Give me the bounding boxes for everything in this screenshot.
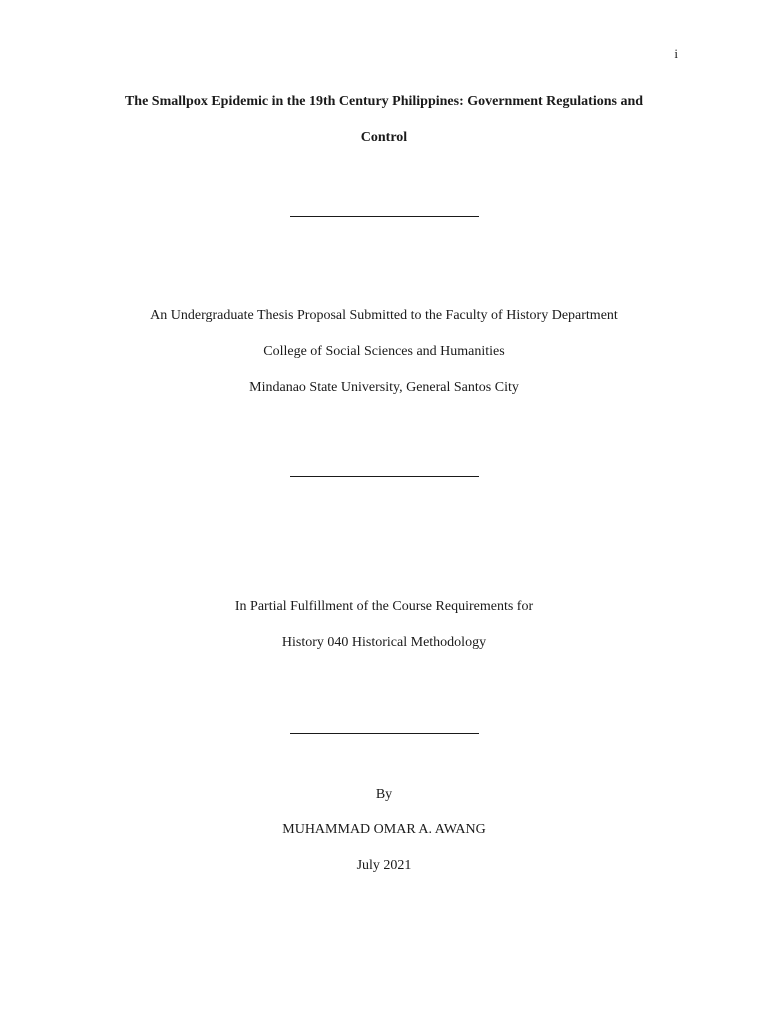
- submission-statement: An Undergraduate Thesis Proposal Submitted to the Faculty of History Department: [150, 308, 618, 323]
- thesis-title-line-2: Control: [360, 130, 408, 145]
- college-name: College of Social Sciences and Humanities: [263, 344, 505, 359]
- submission-date: July 2021: [356, 858, 412, 873]
- fulfillment-statement: In Partial Fulfillment of the Course Requirements for: [234, 599, 534, 614]
- university-name: Mindanao State University, General Santos City: [249, 380, 519, 395]
- divider-line: [290, 733, 479, 734]
- thesis-title-line-1: The Smallpox Epidemic in the 19th Century Philippines: Government Regulations and: [124, 94, 644, 109]
- author-name: MUHAMMAD OMAR A. AWANG: [282, 822, 486, 837]
- divider-line: [290, 476, 479, 477]
- by-label: By: [375, 787, 393, 802]
- course-name: History 040 Historical Methodology: [281, 635, 487, 650]
- divider-line: [290, 216, 479, 217]
- page-number: i: [674, 46, 678, 61]
